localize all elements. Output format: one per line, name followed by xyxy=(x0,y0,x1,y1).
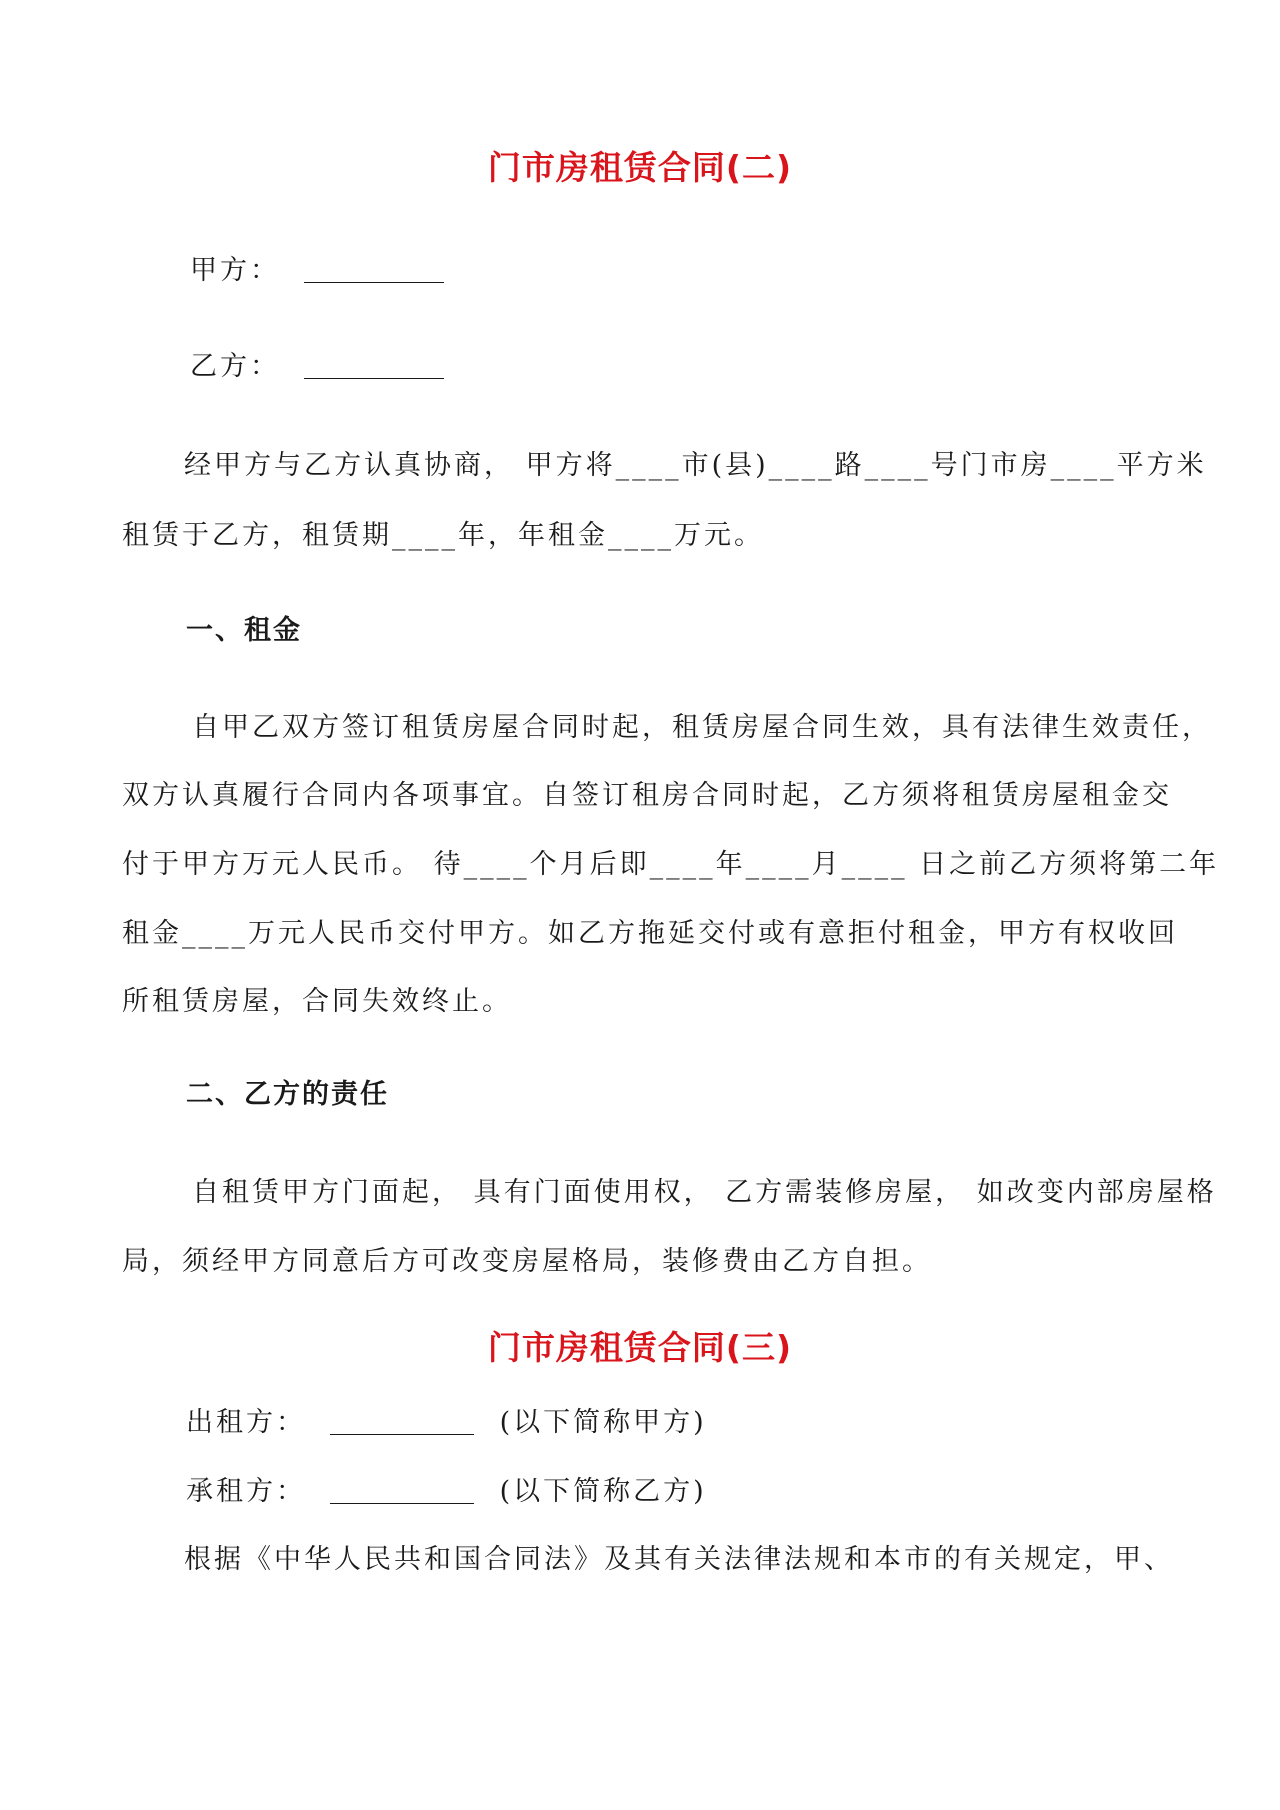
section-2-line-1: 自租赁甲方门面起， 具有门面使用权， 乙方需装修房屋， 如改变内部房屋格 xyxy=(192,1177,1217,1208)
section-1-line-5: 所租赁房屋，合同失效终止。 xyxy=(122,986,512,1017)
intro-line-1: 经甲方与乙方认真协商， 甲方将____市(县)____路____号门市房____平方米 xyxy=(184,450,1207,481)
intro-line-2: 租赁于乙方，租赁期____年，年租金____万元。 xyxy=(122,520,764,551)
party-b-blank xyxy=(304,377,444,379)
section-1-line-3: 付于甲方万元人民币。 待____个月后即____年____月____ 日之前乙方须将第二年 xyxy=(122,849,1220,880)
lessor-line xyxy=(186,1400,707,1439)
party-b-line xyxy=(190,344,444,383)
section-1-line-2: 双方认真履行合同内各项事宜。自签订租房合同时起，乙方须将租赁房屋租金交 xyxy=(122,780,1172,811)
section-2-line-2: 局，须经甲方同意后方可改变房屋格局，装修费由乙方自担。 xyxy=(122,1246,932,1277)
lessee-label: 承租方： xyxy=(186,1476,306,1507)
section-2-heading: 二、乙方的责任 xyxy=(186,1079,389,1110)
section-1-heading: 一、租金 xyxy=(186,615,302,646)
party-b-label: 乙方： xyxy=(190,351,280,382)
party-a-line xyxy=(190,248,444,287)
party-a-label: 甲方： xyxy=(190,255,280,286)
section-1-line-4: 租金____万元人民币交付甲方。如乙方拖延交付或有意拒付租金，甲方有权收回 xyxy=(122,918,1178,949)
lessee-blank xyxy=(330,1502,474,1504)
lessee-note: (以下简称乙方) xyxy=(499,1476,707,1507)
contract-2-title: 门市房租赁合同(二) xyxy=(487,148,793,187)
contract-3-title: 门市房租赁合同(三) xyxy=(487,1328,793,1367)
contract-3-intro-line: 根据《中华人民共和国合同法》及其有关法律法规和本市的有关规定，甲、 xyxy=(184,1544,1174,1575)
lessor-blank xyxy=(330,1433,474,1435)
lessee-line xyxy=(186,1469,707,1508)
party-a-blank xyxy=(304,281,444,283)
section-1-line-1: 自甲乙双方签订租赁房屋合同时起，租赁房屋合同生效，具有法律生效责任， xyxy=(192,712,1212,743)
lessor-note: (以下简称甲方) xyxy=(499,1407,707,1438)
lessor-label: 出租方： xyxy=(186,1407,306,1438)
